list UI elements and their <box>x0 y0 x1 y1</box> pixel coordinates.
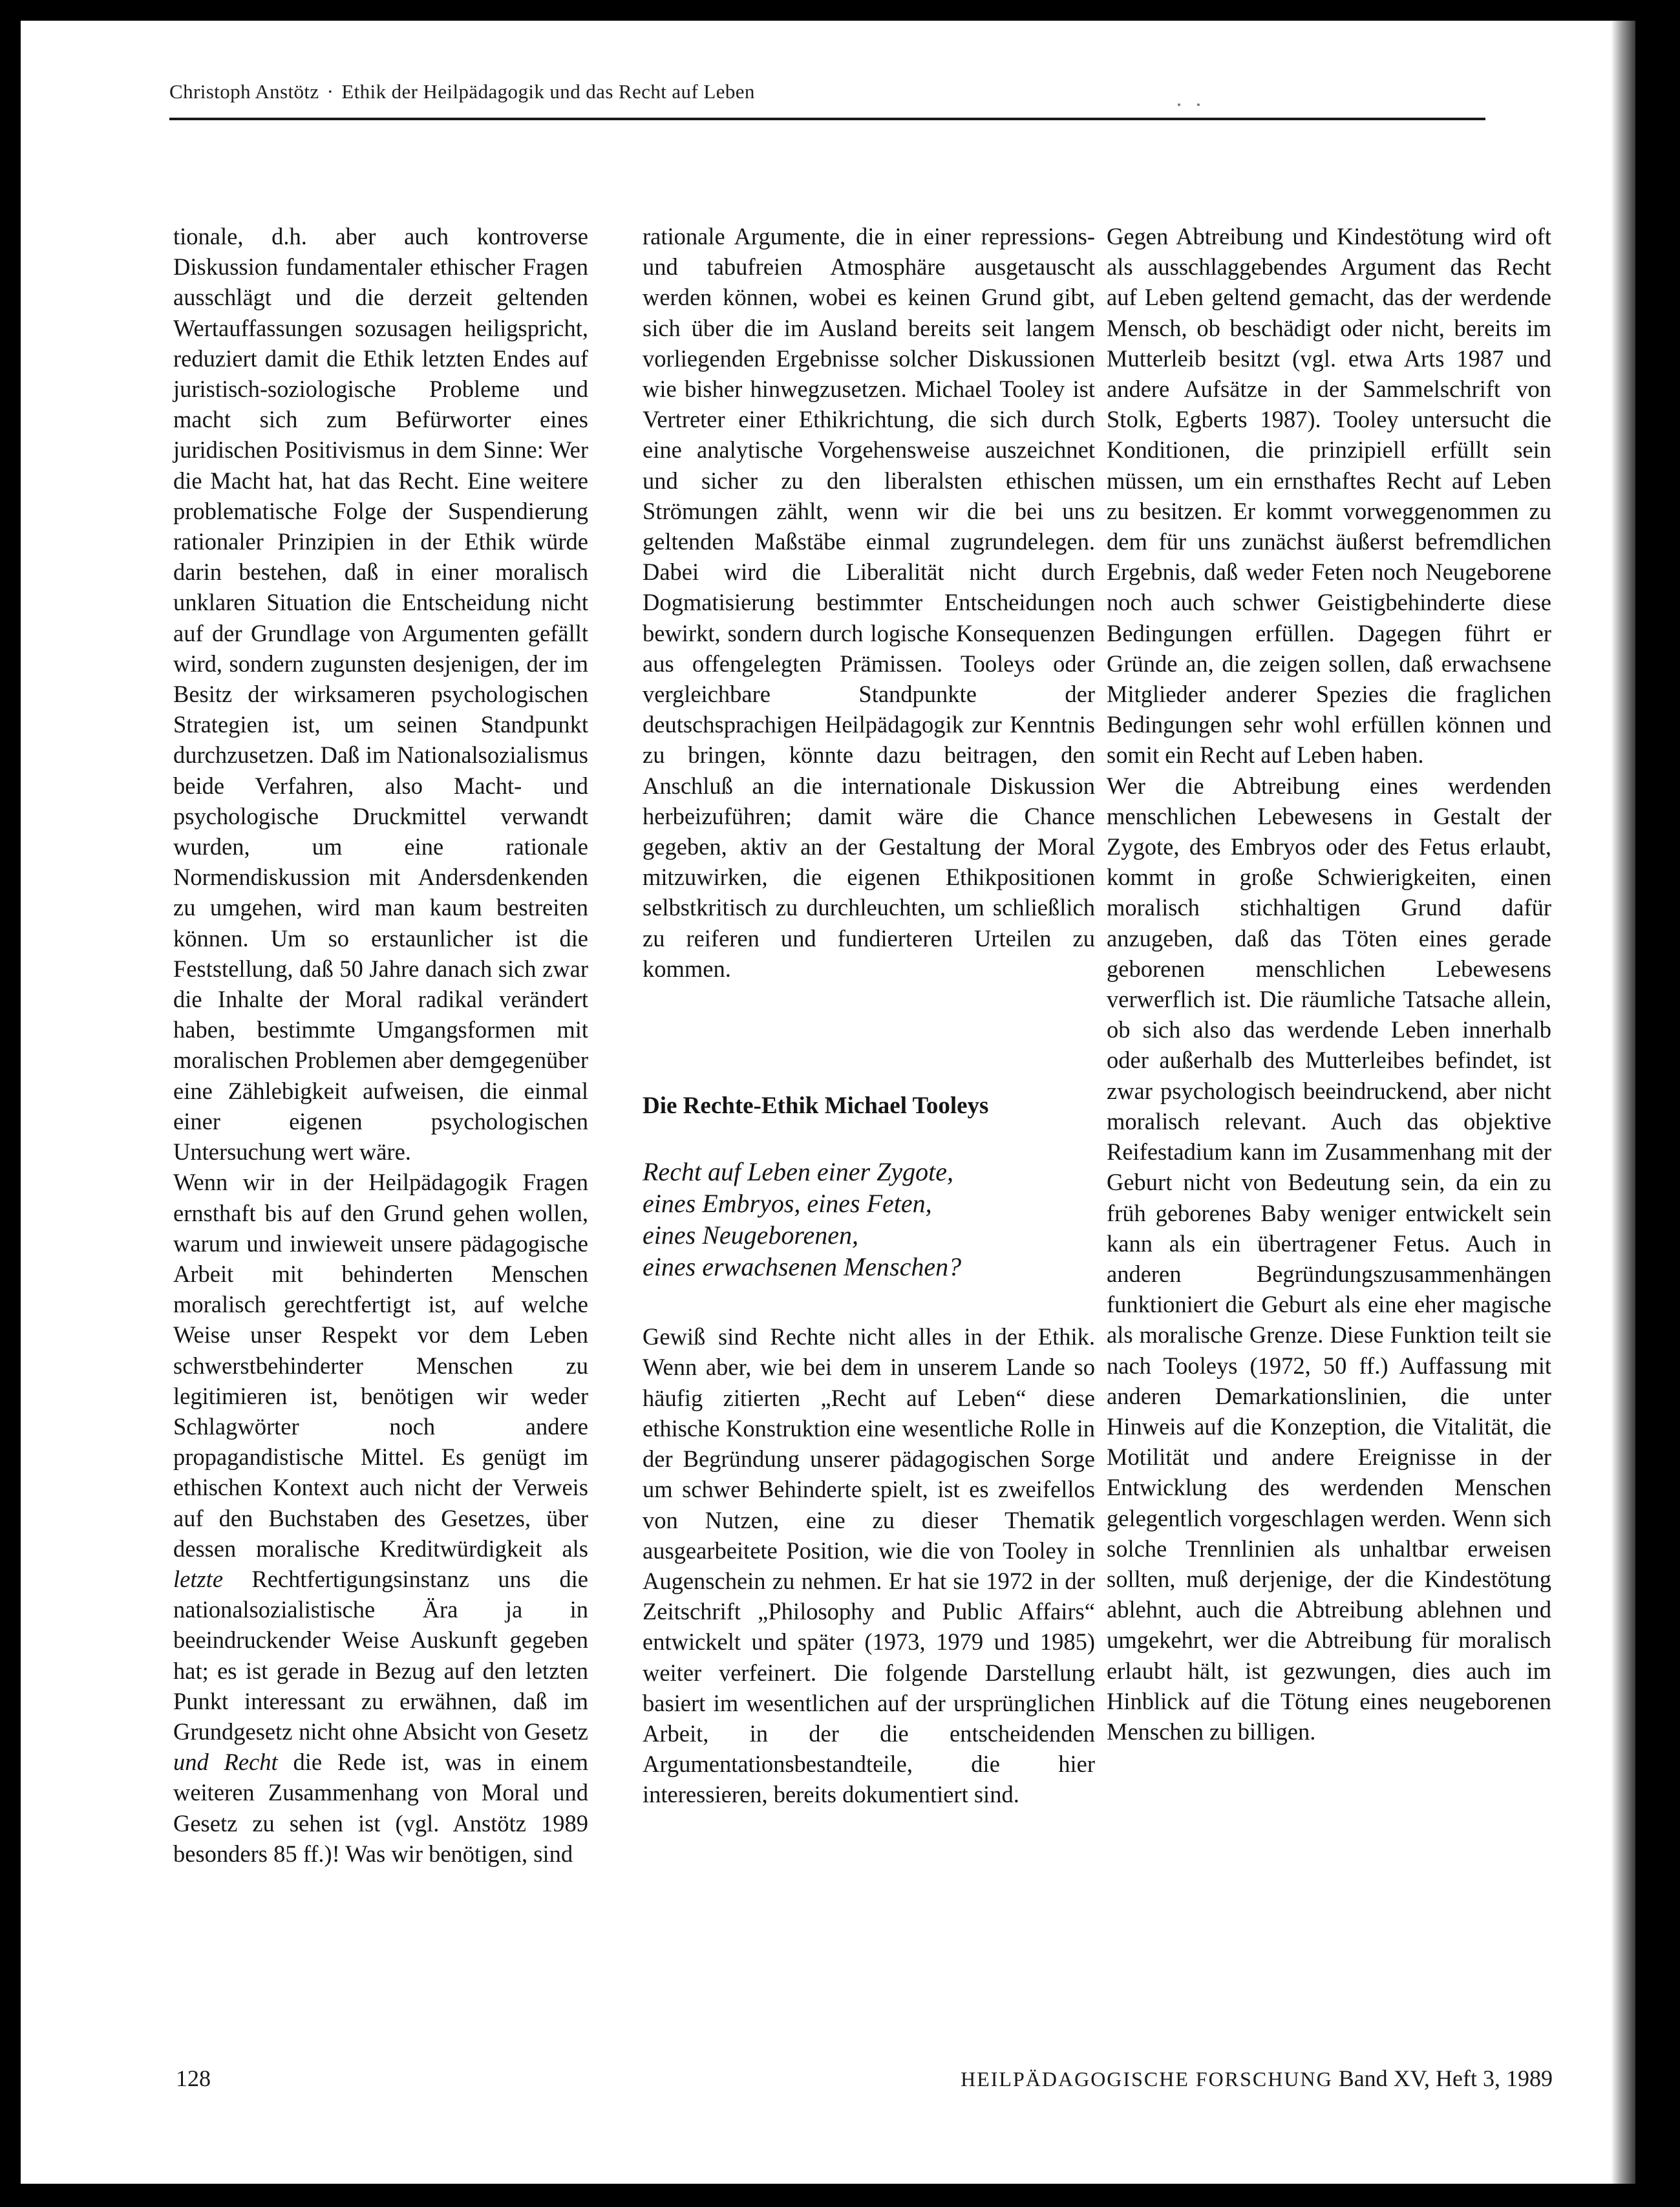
subheading-line: eines Embryos, eines Feten, <box>643 1189 932 1219</box>
running-head-title: Ethik der Heilpädagogik und das Recht auf Leben <box>341 80 755 103</box>
paragraph: rationale Argumente, die in einer repressions- und tabufreien Atmosphäre ausgetauscht werden können, wobei es keinen Grund gibt, sich über die im Ausland bereits seit langem vorliegenden Ergebnisse solcher Diskussionen wie bisher hinwegzusetzen. Michael Tooley ist Vertreter einer Ethikrichtung, die sich durch eine analytische Vorgehensweise auszeichnet und sicher zu den liberalsten ethischen Strömungen zählt, wenn wir die bei uns geltenden Maßstäbe einmal zugrundelegen. Dabei wird die Liberalität nicht durch Dogmatisierung bestimmter Entscheidungen bewirkt, sondern durch logische Konsequenzen aus offengelegten Prämissen. Tooleys oder vergleichbare Standpunkte der deutschsprachigen Heilpädagogik zur Kenntnis zu bringen, könnte dazu beitragen, den Anschluß an die internationale Diskussion herbeizuführen; damit wäre die Chance gegeben, aktiv an der Gestaltung der Moral mitzuwirken, die eigenen Ethikpositionen selbstkritisch zu durchleuchten, um schließlich zu reiferen und fundierteren Urteilen zu kommen. <box>643 223 1095 982</box>
paragraph-text: Wenn wir in der Heilpädagogik Fragen ernsthaft bis auf den Grund gehen wollen, warum und inwieweit unsere pädagogische Arbeit mit behinderten Menschen moralisch gerechtfertigt ist, auf welche Weise unser Respekt vor dem Leben schwerstbehinderter Menschen zu legitimieren ist, benötigen wir weder Schlagwörter noch andere propagandistische Mittel. Es genügt im ethischen Kontext auch nicht der Verweis auf den Buchstaben des Gesetzes, über dessen moralische Kreditwürdigkeit als <box>173 1169 588 1562</box>
scan-speck <box>1178 103 1180 106</box>
header-rule <box>169 118 1485 120</box>
subheading-line: eines Neugeborenen, <box>643 1221 858 1250</box>
scan-edge-shadow <box>1611 21 1635 2184</box>
scan-speck <box>1197 103 1200 106</box>
text-column-3 <box>1107 221 1551 1747</box>
paragraph: Wer die Abtreibung eines werdenden menschlichen Lebewesens in Gestalt der Zygote, des Embryos oder des Fetus erlaubt, kommt in große Schwierigkeiten, einen moralisch stichhaltigen Grund dafür anzugeben, daß das Töten eines gerade geborenen menschlichen Lebewesens verwerflich ist. Die räumliche Tatsache allein, ob sich also das werdende Leben innerhalb oder außerhalb des Mutterleibes befindet, ist zwar psychologisch beeindruckend, aber nicht moralisch relevant. Auch das objektive Reifestadium kann im Zusammenhang mit der Geburt nicht von Bedeutung sein, da ein zu früh geborenes Baby weniger entwickelt sein kann als ein übertragener Fetus. Auch in anderen Begründungszusammenhängen funktioniert die Geburt als eine eher magische als moralische Grenze. Diese Funktion teilt sie nach Tooleys (1972, 50 ff.) Auffassung mit anderen Demarkationslinien, die unter Hinweis auf die Konzeption, die Vitalität, die Motilität und andere Ereignisse in der Entwicklung des werdenden Menschen gelegentlich vorgeschlagen werden. Wenn sich solche Trennlinien als unhaltbar erweisen sollten, muß derjenige, der die Kindestötung ablehnt, auch die Abtreibung ablehnen und umgekehrt, wer die Abtreibung für moralisch erlaubt hält, ist gezwungen, dies auch im Hinblick auf die Tötung eines neugeborenen Menschen zu billigen. <box>1107 772 1551 1745</box>
paragraph: Gegen Abtreibung und Kindestötung wird oft als ausschlaggebendes Argument das Recht auf Leben geltend gemacht, das der werdende Mensch, ob beschädigt oder nicht, bereits im Mutterleib besitzt (vgl. etwa Arts 1987 und andere Aufsätze in der Sammelschrift von Stolk, Egberts 1987). Tooley untersucht die Konditionen, die prinzipiell erfüllt sein müssen, um ein ernsthaftes Recht auf Leben zu besitzen. Er kommt vorweggenommen zu dem für uns zunächst äußerst befremdlichen Ergebnis, daß weder Feten noch Neugeborene noch auch schwer Geistigbehinderte diese Bedingungen erfüllen. Dagegen führt er Gründe an, die zeigen sollen, daß erwachsene Mitglieder anderer Spezies die fraglichen Bedingungen sehr wohl erfüllen können und somit ein Recht auf Leben haben. <box>1107 223 1551 769</box>
paragraph-text: Rechtfertigungsinstanz uns die nationalsozialistische Ära ja in beeindruckender Weise Auskunft gegeben hat; es ist gerade in Bezug auf den letzten Punkt interessant zu erwähnen, daß im Grundgesetz nicht ohne Absicht von Gesetz <box>173 1565 588 1745</box>
paragraph: Gewiß sind Rechte nicht alles in der Ethik. Wenn aber, wie bei dem in unserem Lande so häufig zitierten „Recht auf Leben“ diese ethische Konstruktion eine wesentliche Rolle in der Begründung unserer pädagogischen Sorge um schwer Behinderte spielt, ist es zweifellos von Nutzen, eine zu dieser Thematik ausgearbeitete Position, wie die von Tooley in Augenschein zu nehmen. Er hat sie 1972 in der Zeitschrift „Philosophy and Public Affairs“ entwickelt und später (1973, 1979 und 1985) weiter verfeinert. Die folgende Darstellung basiert im wesentlichen auf der ursprünglichen Arbeit, in der die entscheidenden Argumentationsbestandteile, die hier interessieren, bereits dokumentiert sind. <box>643 1323 1095 1808</box>
running-head <box>169 80 1482 103</box>
section-subheading <box>643 1156 1095 1283</box>
page-number: 128 <box>176 2065 211 2091</box>
section-heading: Die Rechte-Ethik Michael Tooleys <box>643 1093 989 1120</box>
spacer <box>643 984 1095 1091</box>
journal-name: HEILPÄDAGOGISCHE FORSCHUNG <box>961 2067 1333 2091</box>
paragraph: tionale, d.h. aber auch kontroverse Diskussion fundamentaler ethischer Fragen ausschlägt und die derzeit geltenden Wertauffassungen sozusagen heiligspricht, reduziert damit die Ethik letzten Endes auf juristisch-soziologische Probleme und macht sich zum Befürworter eines juridischen Positivismus in dem Sinne: Wer die Macht hat, hat das Recht. Eine weitere problematische Folge der Suspendierung rationaler Prinzipien in der Ethik würde darin bestehen, daß in einer moralisch unklaren Situation die Entscheidung nicht auf der Grundlage von Argumenten gefällt wird, sondern zugunsten desjenigen, der im Besitz der wirksameren psychologischen Strategien ist, um seinen Standpunkt durchzusetzen. Daß im Nationalsozialismus beide Verfahren, also Macht- und psychologische Druckmittel verwandt wurden, um eine rationale Normendiskussion mit Andersdenkenden zu umgehen, wird man kaum bestreiten können. Um so erstaunlicher ist die Feststellung, daß 50 Jahre danach sich zwar die Inhalte der Moral radikal verändert haben, bestimmte Umgangsformen mit moralischen Problemen aber demgegenüber eine Zählebigkeit aufweisen, die einmal einer eigenen psychologischen Untersuchung wert wäre. <box>173 223 588 1166</box>
running-head-separator: · <box>326 80 334 103</box>
paragraph-text: die Rede ist, was in einem weiteren Zusammenhang von Moral und Gesetz zu sehen ist (vgl. Anstötz 1989 besonders 85 ff.)! Was wir benötigen, sind <box>173 1749 588 1867</box>
emphasis-text: letzte <box>173 1565 224 1592</box>
journal-issue: Band XV, Heft 3, 1989 <box>1338 2065 1553 2091</box>
text-column-1 <box>173 221 588 1869</box>
paragraph <box>173 1167 588 1869</box>
document-page <box>21 21 1635 2184</box>
emphasis-text: und Recht <box>173 1749 278 1776</box>
text-column-2 <box>643 221 1095 1810</box>
subheading-line: eines erwachsenen Menschen? <box>643 1252 962 1282</box>
subheading-line: Recht auf Leben einer Zygote, <box>643 1157 953 1187</box>
footer-journal <box>822 2065 1553 2092</box>
running-head-author: Christoph Anstötz <box>169 80 319 103</box>
